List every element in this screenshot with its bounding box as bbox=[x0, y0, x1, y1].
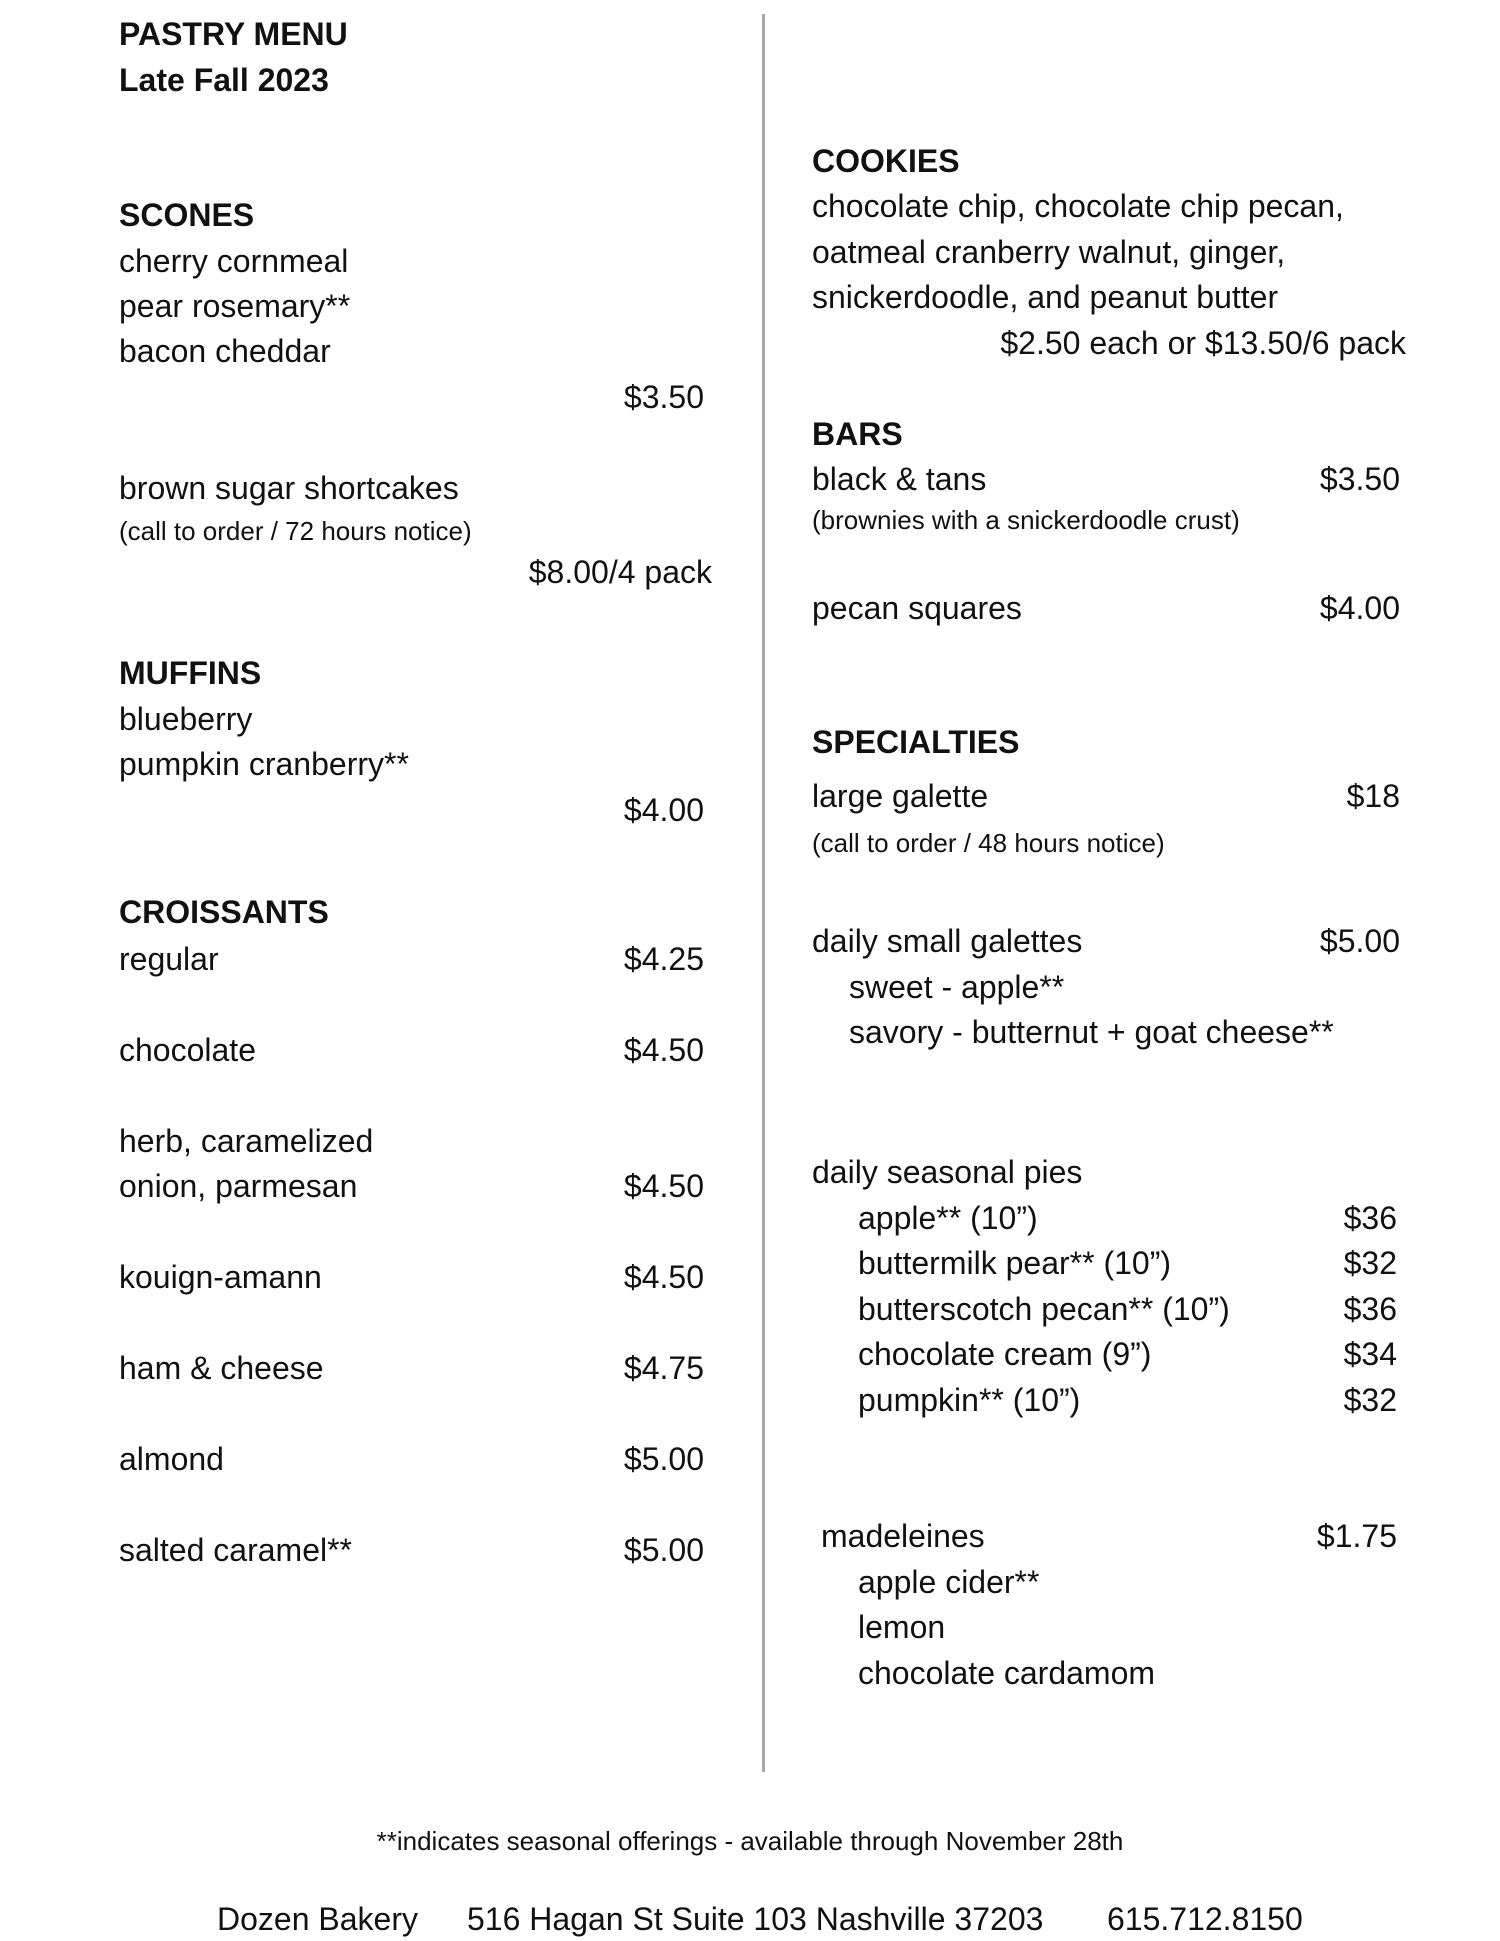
menu-item: herb, caramelized bbox=[119, 1123, 374, 1159]
item-price: $4.00 bbox=[1319, 590, 1400, 626]
sub-item: savory - butternut + goat cheese** bbox=[849, 1014, 1334, 1050]
seasonal-footnote: **indicates seasonal offerings - available through November 28th bbox=[376, 1826, 1124, 1856]
menu-item: black & tans bbox=[812, 461, 987, 497]
sub-item: sweet - apple** bbox=[849, 969, 1065, 1005]
menu-item: pear rosemary** bbox=[119, 288, 351, 324]
item-price: $4.50 bbox=[623, 1168, 704, 1204]
menu-item: blueberry bbox=[119, 701, 253, 737]
bakery-name: Dozen Bakery bbox=[217, 1901, 418, 1937]
menu-item: madeleines bbox=[821, 1518, 985, 1554]
sub-item: apple** (10”) bbox=[858, 1200, 1038, 1236]
sub-item: chocolate cream (9”) bbox=[858, 1336, 1152, 1372]
item-price: $32 bbox=[1343, 1382, 1397, 1418]
item-price: $36 bbox=[1343, 1200, 1397, 1236]
section-heading: SCONES bbox=[119, 197, 255, 233]
menu-item: almond bbox=[119, 1441, 224, 1477]
item-note: (call to order / 48 hours notice) bbox=[812, 828, 1165, 858]
menu-item: ham & cheese bbox=[119, 1350, 324, 1386]
menu-item: regular bbox=[119, 941, 219, 977]
menu-item: salted caramel** bbox=[119, 1532, 352, 1568]
section-heading: BARS bbox=[812, 416, 903, 452]
menu-item: onion, parmesan bbox=[119, 1168, 358, 1204]
menu-season: Late Fall 2023 bbox=[119, 62, 329, 98]
menu-item: pumpkin cranberry** bbox=[119, 746, 409, 782]
section-heading: COOKIES bbox=[812, 143, 960, 179]
item-price: $5.00 bbox=[623, 1441, 704, 1477]
item-price: $5.00 bbox=[1319, 923, 1400, 959]
sub-item: buttermilk pear** (10”) bbox=[858, 1245, 1171, 1281]
item-price: $32 bbox=[1343, 1245, 1397, 1281]
item-price: $8.00/4 pack bbox=[528, 554, 712, 590]
item-price: $34 bbox=[1343, 1336, 1397, 1372]
menu-item: bacon cheddar bbox=[119, 333, 331, 369]
section-heading: MUFFINS bbox=[119, 655, 262, 691]
menu-item: pecan squares bbox=[812, 590, 1022, 626]
item-price: $5.00 bbox=[623, 1532, 704, 1568]
menu-item: snickerdoodle, and peanut butter bbox=[812, 279, 1279, 315]
item-price: $3.50 bbox=[1319, 461, 1400, 497]
item-price: $4.50 bbox=[623, 1259, 704, 1295]
item-price: $4.25 bbox=[623, 941, 704, 977]
section-heading: CROISSANTS bbox=[119, 894, 329, 930]
sub-item: lemon bbox=[858, 1609, 946, 1645]
item-note: (brownies with a snickerdoodle crust) bbox=[812, 505, 1240, 535]
menu-item: brown sugar shortcakes bbox=[119, 470, 459, 506]
item-price: $4.00 bbox=[623, 792, 704, 828]
bakery-phone: 615.712.8150 bbox=[1107, 1901, 1303, 1937]
item-price: $1.75 bbox=[1316, 1518, 1397, 1554]
bakery-address: 516 Hagan St Suite 103 Nashville 37203 bbox=[467, 1901, 1044, 1937]
item-price: $4.50 bbox=[623, 1032, 704, 1068]
sub-item: pumpkin** (10”) bbox=[858, 1382, 1081, 1418]
item-note: (call to order / 72 hours notice) bbox=[119, 516, 472, 546]
item-price: $18 bbox=[1346, 778, 1400, 814]
menu-item: large galette bbox=[812, 778, 989, 814]
item-price: $3.50 bbox=[623, 379, 704, 415]
item-price: $36 bbox=[1343, 1291, 1397, 1327]
sub-item: chocolate cardamom bbox=[858, 1655, 1156, 1691]
section-heading: SPECIALTIES bbox=[812, 724, 1020, 760]
menu-item: daily seasonal pies bbox=[812, 1154, 1083, 1190]
item-price: $2.50 each or $13.50/6 pack bbox=[1000, 325, 1406, 361]
menu-item: chocolate bbox=[119, 1032, 256, 1068]
menu-item: cherry cornmeal bbox=[119, 243, 349, 279]
menu-item: oatmeal cranberry walnut, ginger, bbox=[812, 234, 1286, 270]
menu-item: kouign-amann bbox=[119, 1259, 322, 1295]
column-divider bbox=[762, 14, 765, 1772]
sub-item: butterscotch pecan** (10”) bbox=[858, 1291, 1230, 1327]
menu-title: PASTRY MENU bbox=[119, 16, 348, 52]
item-price: $4.75 bbox=[623, 1350, 704, 1386]
menu-item: daily small galettes bbox=[812, 923, 1083, 959]
sub-item: apple cider** bbox=[858, 1564, 1040, 1600]
menu-item: chocolate chip, chocolate chip pecan, bbox=[812, 188, 1344, 224]
